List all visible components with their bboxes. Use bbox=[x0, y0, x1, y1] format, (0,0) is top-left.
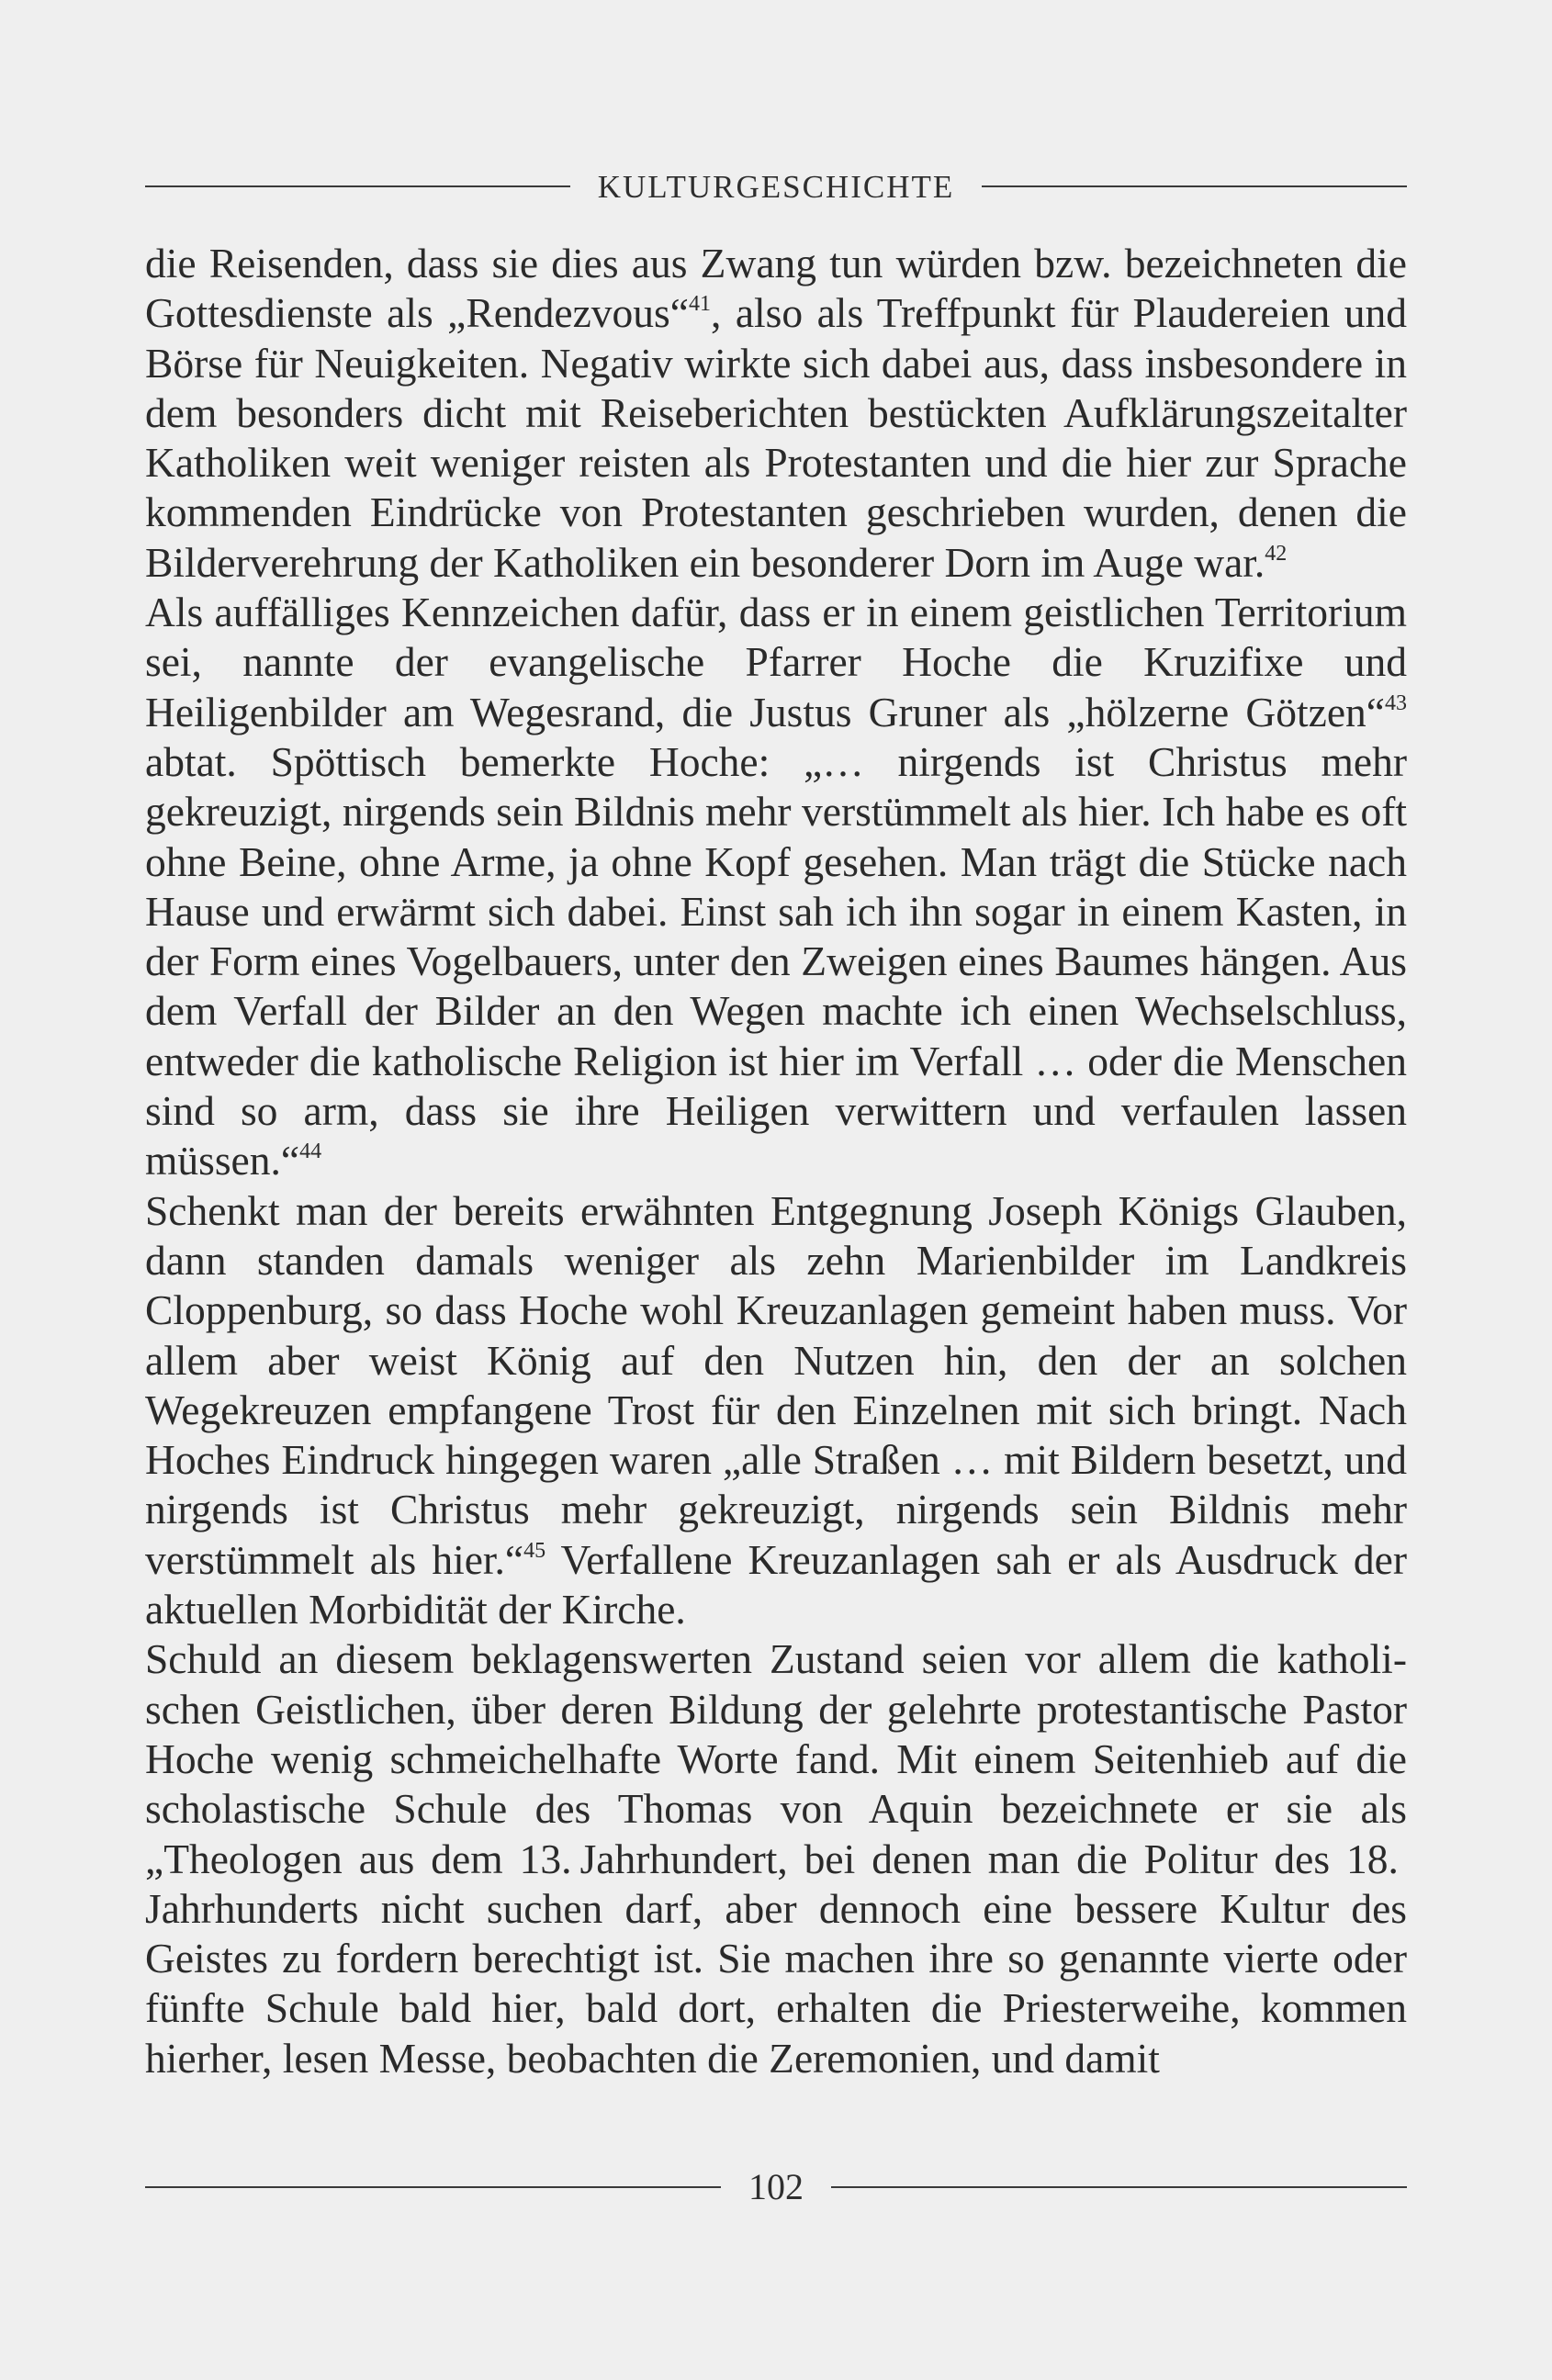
paragraph-text: die Reisenden, dass sie dies aus Zwang tun würden bzw. bezeichneten die Gottesdienste als „Rendezvous“ bbox=[145, 240, 1407, 337]
body-paragraph bbox=[145, 1186, 1407, 1635]
body-paragraph bbox=[145, 588, 1407, 1186]
footer-rule-left bbox=[145, 2186, 721, 2188]
header-rule-right bbox=[982, 185, 1407, 187]
paragraph-text: abtat. Spöttisch bemerkte Hoche: „… nirgends ist Christus mehr gekreuzigt, nirgends sein Bildnis mehr verstümmelt als hier. Ich habe es oft ohne Beine, ohne Arme, ja ohne Kopf gesehen. Man trägt die Stücke nach Hause und erwärmt sich dabei. Einst sah ich ihn sogar in einem Kasten, in der Form eines Vogelbauers, unter den Zweigen eines Baumes hängen. Aus dem Verfall der Bilder an den Wegen machte ich einen Wechselschluss, entweder die katholische Religion ist hier im Verfall … oder die Menschen sind so arm, dass sie ihre Heiligen verwittern und verfaulen lassen müssen.“ bbox=[145, 737, 1407, 1184]
paragraph-text: Verfallene Kreuzanlagen sah er als Ausdruck der aktuellen Morbidität der Kirche. bbox=[145, 1535, 1408, 1633]
page-number: 102 bbox=[748, 2166, 804, 2207]
body-text bbox=[145, 239, 1407, 2083]
footnote-reference: 41 bbox=[688, 292, 711, 317]
body-paragraph bbox=[145, 1634, 1407, 2083]
paragraph-text: , also als Treffpunkt für Plaudereien und Börse für Neuigkeiten. Negativ wirkte sich dabei aus, dass insbesondere in dem besonders dicht mit Reiseberichten bestückten Aufklärungszeitalter Katholiken weit weniger reisten als Protestanten und die hier zur Sprache kommenden Eindrücke von Protestanten geschrieben wurden, denen die Bilderverehrung der Katholiken ein besonderer Dorn im Auge war. bbox=[145, 289, 1407, 586]
footnote-reference: 45 bbox=[523, 1538, 546, 1563]
page-footer bbox=[145, 2160, 1407, 2215]
footnote-reference: 43 bbox=[1385, 690, 1407, 715]
footnote-reference: 44 bbox=[299, 1139, 322, 1164]
footnote-reference: 42 bbox=[1265, 541, 1288, 566]
footer-rule-right bbox=[831, 2186, 1407, 2188]
running-header bbox=[145, 163, 1407, 209]
paragraph-text: Schenkt man der bereits erwähnten Entgegnung Joseph Königs Glauben, dann standen damals weniger als zehn Marienbilder im Landkreis Cloppenburg, so dass Hoche wohl Kreuzanlagen gemeint haben muss. Vor allem aber weist König auf den Nutzen hin, den der an solchen Wegekreuzen empfangene Trost für den Einzelnen mit sich bringt. Nach Hoches Eindruck hingegen waren „alle Straßen … mit Bildern besetzt, und nirgends ist Christus mehr gekreuzigt, nirgends sein Bildnis mehr verstümmelt als hier.“ bbox=[145, 1186, 1407, 1583]
paragraph-text: Schuld an diesem beklagenswerten Zustand seien vor allem die katholischen Geistlichen, über deren Bildung der gelehrte protestantische Pastor Hoche wenig schmeichelhafte Worte fand. Mit einem Seitenhieb auf die scholastische Schule des Thomas von Aquin bezeichnete er sie als „Theologen aus dem 13. Jahrhundert, bei denen man die Politur des 18. Jahrhunderts nicht suchen darf, aber dennoch eine bessere Kultur des Geistes zu fordern berechtigt ist. Sie machen ihre so genannte vierte oder fünfte Schule bald hier, bald dort, erhalten die Priesterweihe, kommen hierher, lesen Messe, beobachten die Zeremonien, und damit bbox=[145, 1635, 1407, 2082]
running-header-title: KULTURGESCHICHTE bbox=[597, 168, 955, 205]
body-paragraph bbox=[145, 239, 1407, 588]
header-rule-left bbox=[145, 185, 570, 187]
paragraph-text: Als auffälliges Kennzeichen dafür, dass er in einem geistlichen Territorium sei, nannte der evangelische Pfarrer Hoche die Kruzifixe und Heiligenbilder am Wegesrand, die Justus Gruner als „hölzerne Götzen“ bbox=[145, 589, 1407, 735]
